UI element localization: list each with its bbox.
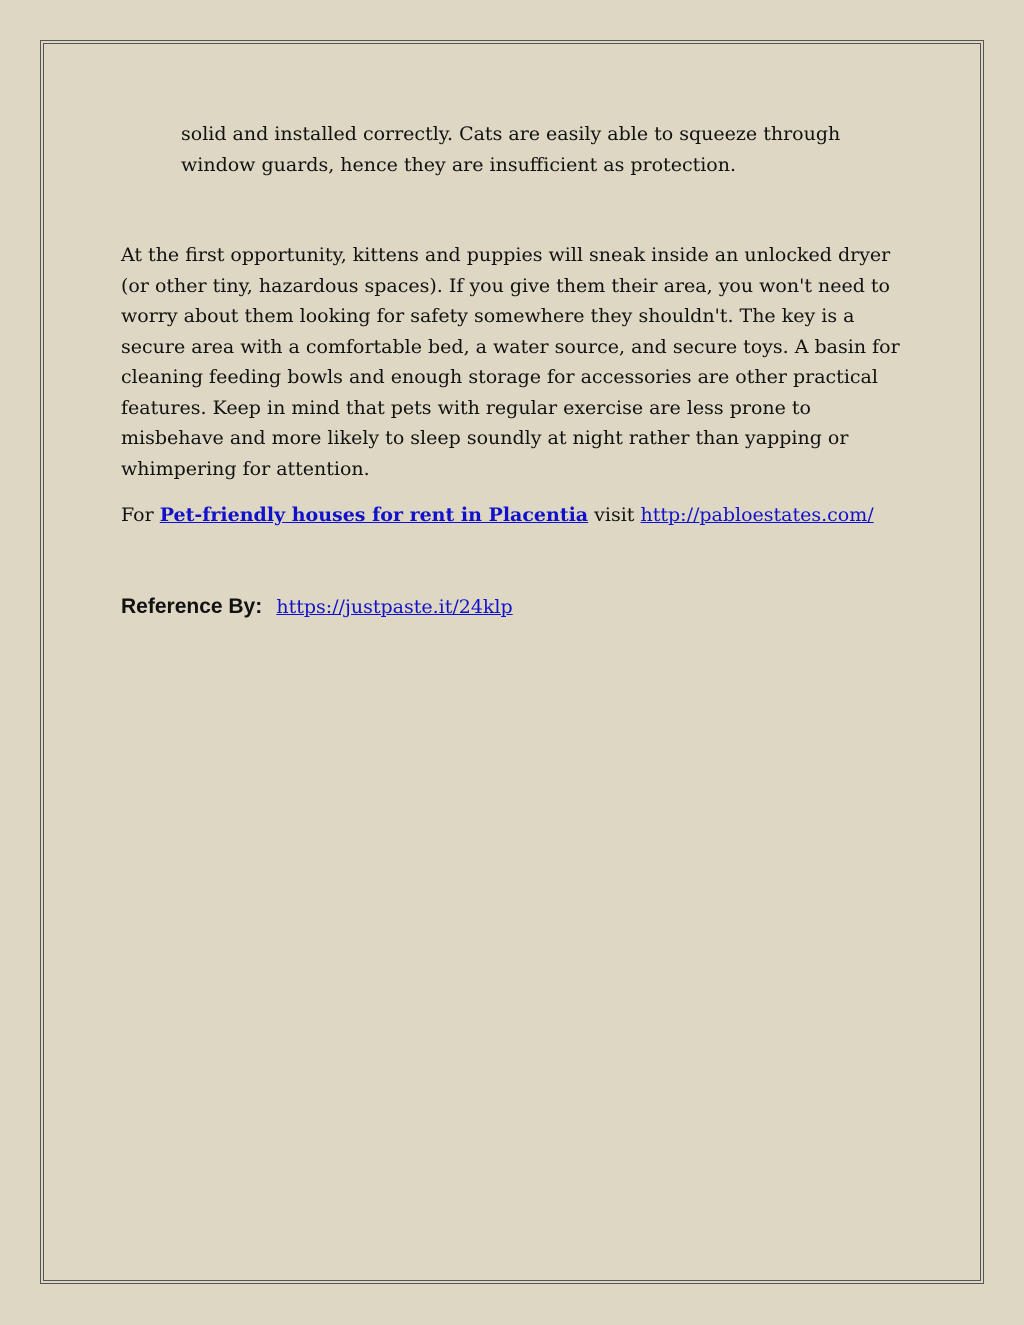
text-line: solid and installed correctly. Cats are easily able to squeeze through [181, 123, 841, 145]
for-prefix: For [121, 504, 154, 526]
page-border-inner [43, 43, 981, 1281]
pabloestates-link[interactable]: http://pabloestates.com/ [640, 504, 874, 526]
justpaste-link[interactable]: https://justpaste.it/24klp [276, 596, 513, 618]
text-line: worry about them looking for safety somewhere they shouldn't. The key is a [121, 305, 855, 327]
reference-line [121, 592, 921, 623]
for-line [121, 500, 921, 530]
indented-paragraph [181, 119, 921, 180]
text-line: features. Keep in mind that pets with regular exercise are less prone to [121, 396, 811, 419]
body-paragraph [121, 240, 911, 484]
text-line: whimpering for attention. [121, 457, 370, 480]
text-line: At the first opportunity, kittens and puppies will sneak inside an unlocked dryer [121, 244, 891, 266]
text-line: (or other tiny, hazardous spaces). If you give them their area, you won't need to [121, 274, 890, 297]
text-line: secure area with a comfortable bed, a water source, and secure toys. A basin for [121, 335, 900, 358]
visit-text: visit [594, 504, 635, 526]
text-line: misbehave and more likely to sleep soundly at night rather than yapping or [121, 427, 849, 449]
text-line: window guards, hence they are insufficient as protection. [181, 153, 737, 176]
reference-label: Reference By: [121, 595, 263, 618]
pet-friendly-houses-link[interactable]: Pet-friendly houses for rent in Placentia [159, 504, 589, 526]
text-line: cleaning feeding bowls and enough storage for accessories are other practical [121, 366, 878, 388]
